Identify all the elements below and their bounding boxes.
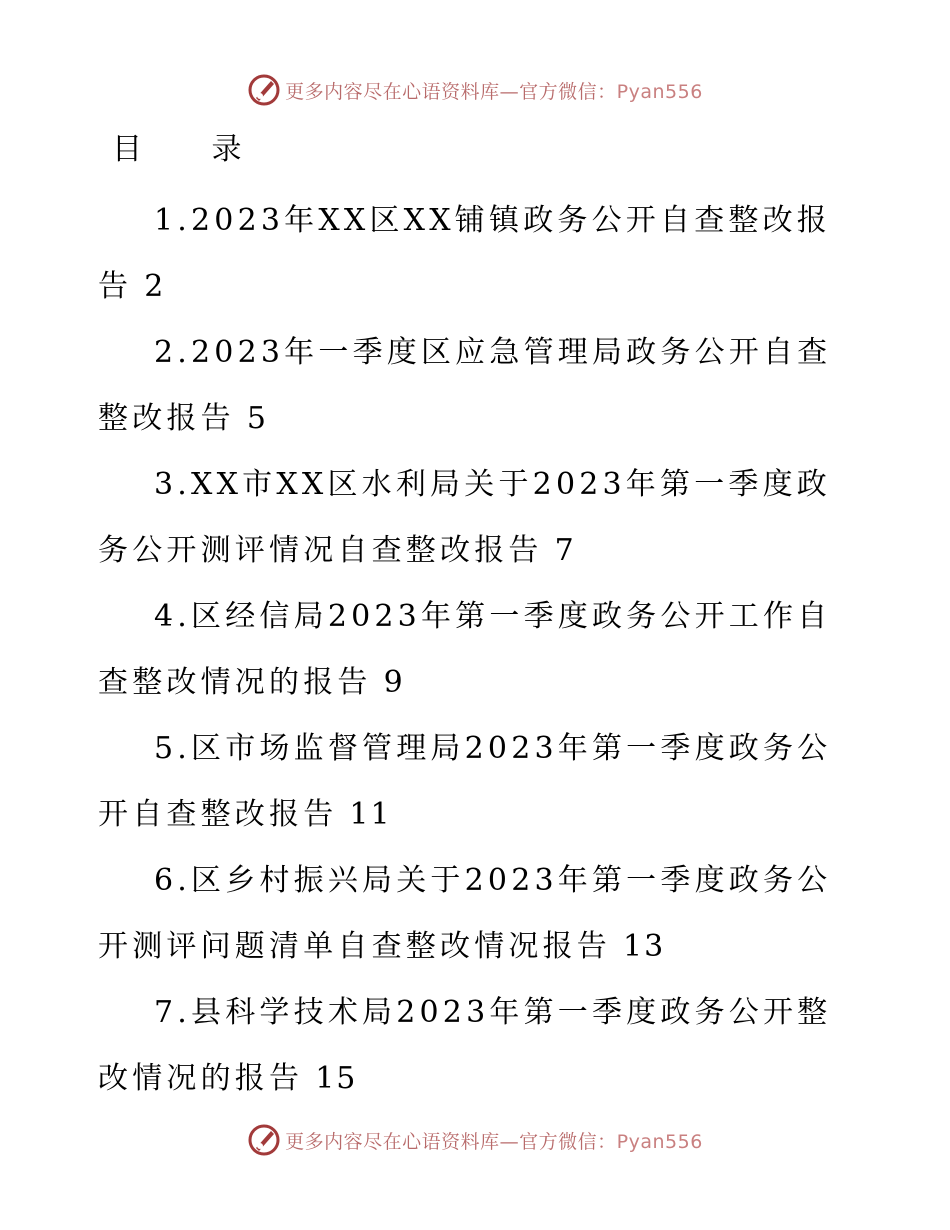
toc-item-page: 5 (246, 401, 268, 436)
toc-item-7[interactable] (98, 980, 858, 1112)
toc-item-page: 2 (144, 269, 166, 304)
toc-item-text: 5.区市场监督管理局2023年第一季度政务公开自查整改报告 (98, 731, 832, 832)
toc-title: 目 录 (112, 132, 272, 167)
pen-seal-icon (247, 73, 281, 107)
toc-item-page: 9 (383, 665, 405, 700)
toc-item-text: 1.2023年XX区XX铺镇政务公开自查整改报告 (98, 203, 831, 304)
toc-item-page: 13 (623, 929, 666, 964)
footer-watermark (0, 1120, 950, 1160)
toc-item-5[interactable] (98, 716, 858, 848)
watermark-id: Pyan556 (616, 80, 703, 103)
watermark-text: 更多内容尽在心语资料库—官方微信：Pyan556 (285, 1130, 703, 1153)
watermark-group (247, 1123, 703, 1157)
toc-item-text: 4.区经信局2023年第一季度政务公开工作自查整改情况的报告 (98, 599, 832, 700)
watermark-id: Pyan556 (616, 1130, 703, 1153)
toc-item-page: 7 (554, 533, 576, 568)
table-of-contents (98, 188, 858, 1112)
toc-item-3[interactable] (98, 452, 858, 584)
toc-item-page: 11 (349, 797, 392, 832)
toc-item-text: 7.县科学技术局2023年第一季度政务公开整改情况的报告 (98, 995, 832, 1096)
toc-item-4[interactable] (98, 584, 858, 716)
header-watermark (0, 70, 950, 110)
toc-item-text: 2.2023年一季度区应急管理局政务公开自查整改报告 (98, 335, 832, 436)
toc-item-1[interactable] (98, 188, 858, 320)
toc-item-6[interactable] (98, 848, 858, 980)
watermark-text: 更多内容尽在心语资料库—官方微信：Pyan556 (285, 80, 703, 103)
toc-item-text: 3.XX市XX区水利局关于2023年第一季度政务公开测评情况自查整改报告 (98, 467, 831, 568)
pen-seal-icon (247, 1123, 281, 1157)
toc-item-text: 6.区乡村振兴局关于2023年第一季度政务公开测评问题清单自查整改情况报告 (98, 863, 832, 964)
toc-item-page: 15 (315, 1061, 358, 1096)
watermark-group (247, 73, 703, 107)
toc-item-2[interactable] (98, 320, 858, 452)
